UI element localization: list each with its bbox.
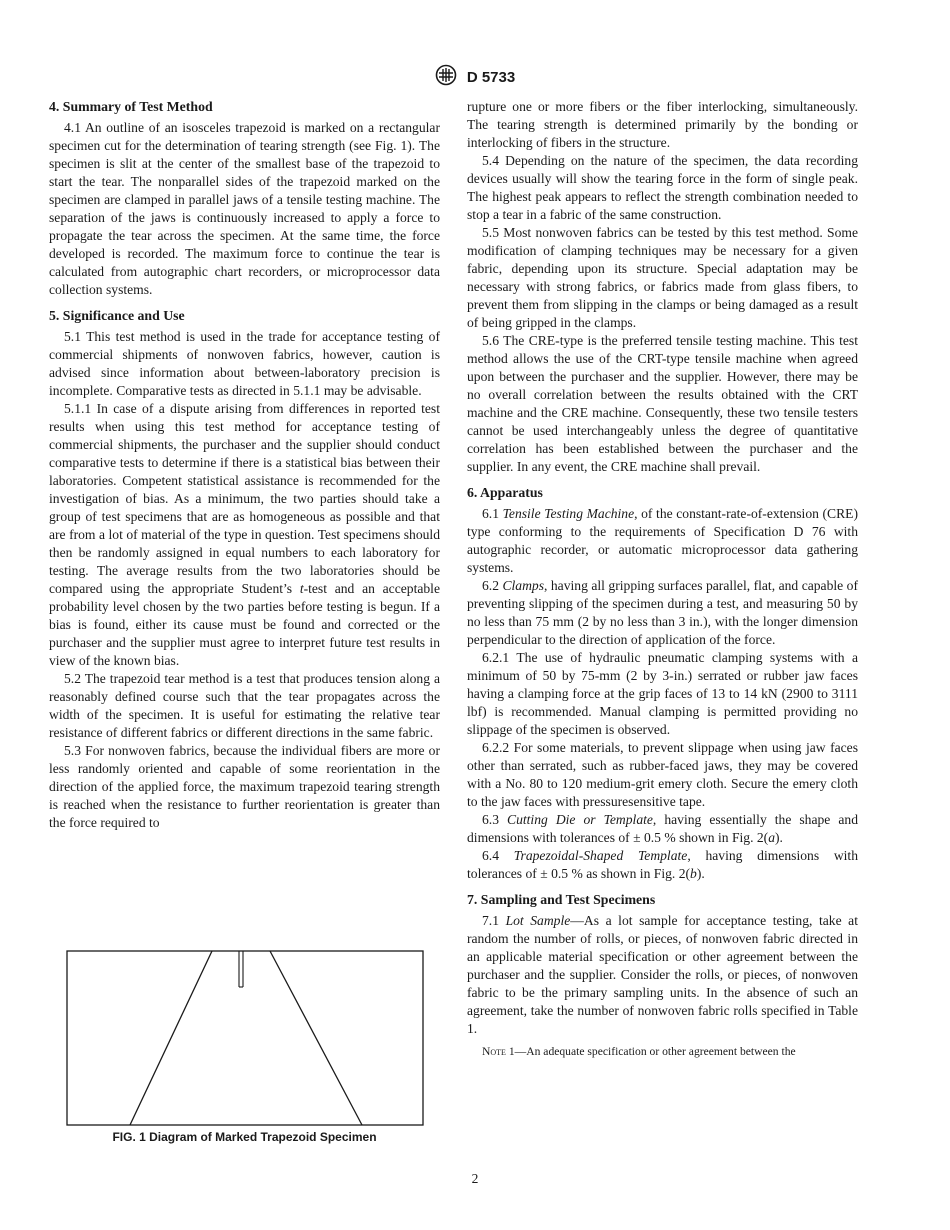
paragraph-7-1: [467, 912, 858, 1038]
paragraph-6-3-text: , having essentially the shape and dimensions with tolerances of ± 0.5 % shown in Fig. 2(: [467, 812, 858, 845]
term-trapezoidal-template: Trapezoidal-Shaped Template: [513, 848, 688, 863]
paragraph-6-3-end: ).: [775, 830, 783, 845]
paragraph-5-3-continued: rupture one or more fibers or the fiber interlocking, simultaneously. The tearing strength is determined primarily by the bonding or interlocking of fibers in the structure.: [467, 99, 858, 150]
trapezoid-specimen-diagram: [66, 950, 424, 1126]
paragraph-6-2-2: 6.2.2 For some materials, to prevent slippage when using jaw faces other than serrated, such as rubber-faced jaws, they may be covered with a No. 80 to 120 medium-grit emery cloth. Secure the emery cloth to the jaw faces with pressuresensitive tape.: [467, 740, 858, 809]
paragraph-6-3-number: 6.3: [482, 812, 508, 827]
paragraph-6-4-end: ).: [696, 866, 705, 881]
paragraph-5-1-1-part-a: 5.1.1 In case of a dispute arising from differences in reported test results when using this test method for acceptance testing of commercial shipments, the purchaser and the supplier should conduct comparative tests to determine if there is a statistical bias between their laboratories. Competent statistical assistance is recommended for the investigation of bias. As a minimum, the two parties should take a group of test specimens that are as homogeneous as possible and that are from a lot of material of the type in question. Test specimens should then be randomly assigned in equal numbers to each laboratory for testing. The average results from the two laboratories should be compared using the appropriate Student’s: [49, 401, 440, 596]
paragraph-6-2-number: 6.2: [482, 578, 503, 593]
standard-designation: D 5733: [466, 69, 516, 86]
paragraph-6-1: [467, 505, 858, 577]
paragraph-5-4: 5.4 Depending on the nature of the specimen, the data recording devices usually will show the tearing force in the form of single peak. The highest peak appears to reflect the strength combination needed to stop a tear in a fabric of the same construction.: [467, 153, 858, 222]
note-label: Note: [482, 1045, 506, 1058]
right-column: [467, 98, 858, 1059]
page-number: 2: [471, 1171, 479, 1186]
trapezoid-right-side: [270, 951, 362, 1125]
page-header: [0, 64, 950, 91]
figure-2b-label: b: [690, 866, 697, 881]
astm-logo-icon: [435, 64, 457, 91]
paragraph-7-1-text: —As a lot sample for acceptance testing, take at random the number of rolls, or pieces, of nonwoven fabric directed in an applicable material specification or other agreement between the purchaser and the supplier. Consider the rolls, or pieces, of nonwoven fabric to be the primary sampling units. In the absence of such an agreement, take the number of nonwoven fabric rolls specified in Table 1.: [467, 913, 858, 1036]
paragraph-5-1-1-part-b: -test and an acceptable probability level chosen by the two parties before testing is begun. If a bias is found, either its cause must be found and corrected or the purchaser and the supplier must agree to interpret future test results in view of the known bias.: [49, 581, 440, 668]
paragraph-4-1: 4.1 An outline of an isosceles trapezoid is marked on a rectangular specimen cut for the determination of tearing strength (see Fig. 1). The specimen is slit at the center of the smallest base of the trapezoid to start the tear. The nonparallel sides of the trapezoid marked on the specimen are clamped in parallel jaws of a tensile testing machine. The separation of the jaws is continuously increased to apply a force to propagate the tear across the specimen. At the same time, the force developed is recorded. The maximum force to continue the tear is calculated from autographic chart recorders, or microprocessor data collection systems.: [49, 120, 440, 297]
term-tensile-testing-machine: Tensile Testing Machine: [502, 506, 635, 521]
t-test-symbol: t: [299, 581, 304, 596]
paragraph-5-6: 5.6 The CRE-type is the preferred tensile testing machine. This test method allows the use of the CRT-type tensile machine when agreed upon between the purchaser and the supplier. However, there may be no overall correlation between the results obtained with the CRT machine and the CRE machine. Consequently, these two tensile testers cannot be used interchangeably unless the degree of quantitative correlation has been established between the purchaser and the supplier. In any event, the CRE machine shall prevail.: [467, 333, 858, 474]
figure-2a-label: a: [768, 830, 776, 845]
section-7-title: 7. Sampling and Test Specimens: [467, 892, 656, 907]
paragraph-7-1-number: 7.1: [482, 913, 506, 928]
note-1-text: 1—An adequate specification or other agreement between the: [505, 1045, 796, 1058]
term-clamps: Clamps: [502, 578, 545, 593]
paragraph-5-2: 5.2 The trapezoid tear method is a test that produces tension along a reasonably defined course such that the tear propagates across the width of the specimen. It is useful for estimating the relative tear resistance of different fabrics or different directions in the same fabric.: [49, 671, 440, 740]
section-6-title: 6. Apparatus: [467, 485, 543, 500]
paragraph-6-1-text: , of the constant-rate-of-extension (CRE) type conforming to the requirements of Specification D 76 with autographic recorder, or automatic microprocessor data gathering systems.: [467, 506, 858, 575]
paragraph-5-5: 5.5 Most nonwoven fabrics can be tested by this test method. Some modification of clamping techniques may be necessary for a given fabric, depending upon its structure. Special adaptation may be necessary with strong fabrics, or fabrics made from glass fibers, to prevent them from slipping in the clamps or being damaged as a result of being gripped in the clamps.: [467, 225, 858, 330]
paragraph-6-2: [467, 577, 858, 649]
paragraph-6-3: [467, 811, 858, 847]
paragraph-6-4-text: , having dimensions with tolerances of ± 0.5 % as shown in Fig. 2(: [467, 848, 859, 881]
term-lot-sample: Lot Sample: [505, 913, 571, 928]
section-4-title: 4. Summary of Test Method: [49, 99, 213, 114]
paragraph-5-1: 5.1 This test method is used in the trade for acceptance testing of commercial shipments of nonwoven fabrics, however, caution is advised since information about between-laboratory precision is incomplete. Comparative tests as directed in 5.1.1 may be advisable.: [49, 329, 440, 398]
paragraph-6-1-number: 6.1: [482, 506, 503, 521]
trapezoid-left-side: [130, 951, 212, 1125]
note-1: [467, 1044, 858, 1059]
paragraph-6-4-number: 6.4: [482, 848, 514, 863]
specimen-rectangle: [67, 951, 423, 1125]
section-5-title: 5. Significance and Use: [49, 308, 185, 323]
paragraph-5-3: 5.3 For nonwoven fabrics, because the individual fibers are more or less randomly oriented and capable of some reorientation in the direction of the applied force, the maximum trapezoid tearing strength is reached when the resistance to further reorientation is greater than the force required to: [49, 743, 440, 830]
paragraph-6-2-text: , having all gripping surfaces parallel, flat, and capable of preventing slipping of the specimen during a test, and measuring 50 by no less than 75 mm (2 by no less than 3 in.), with the longer dimension perpendicular to the direction of application of the force.: [467, 578, 858, 647]
paragraph-6-4: [467, 847, 858, 883]
paragraph-6-2-1: 6.2.1 The use of hydraulic pneumatic clamping systems with a minimum of 50 by 75-mm (2 by 3-in.) serrated or rubber jaw faces having a clamping force at the grip faces of 13 to 14 kN (2900 to 3111 lbf) is recommended. Manual clamping is permitted providing no slippage of the specimen is observed.: [467, 650, 858, 737]
left-column: [49, 98, 440, 832]
term-cutting-die: Cutting Die or Template: [507, 812, 653, 827]
paragraph-5-1-1: [49, 400, 440, 670]
figure-1-caption: FIG. 1 Diagram of Marked Trapezoid Specimen: [112, 1130, 377, 1144]
